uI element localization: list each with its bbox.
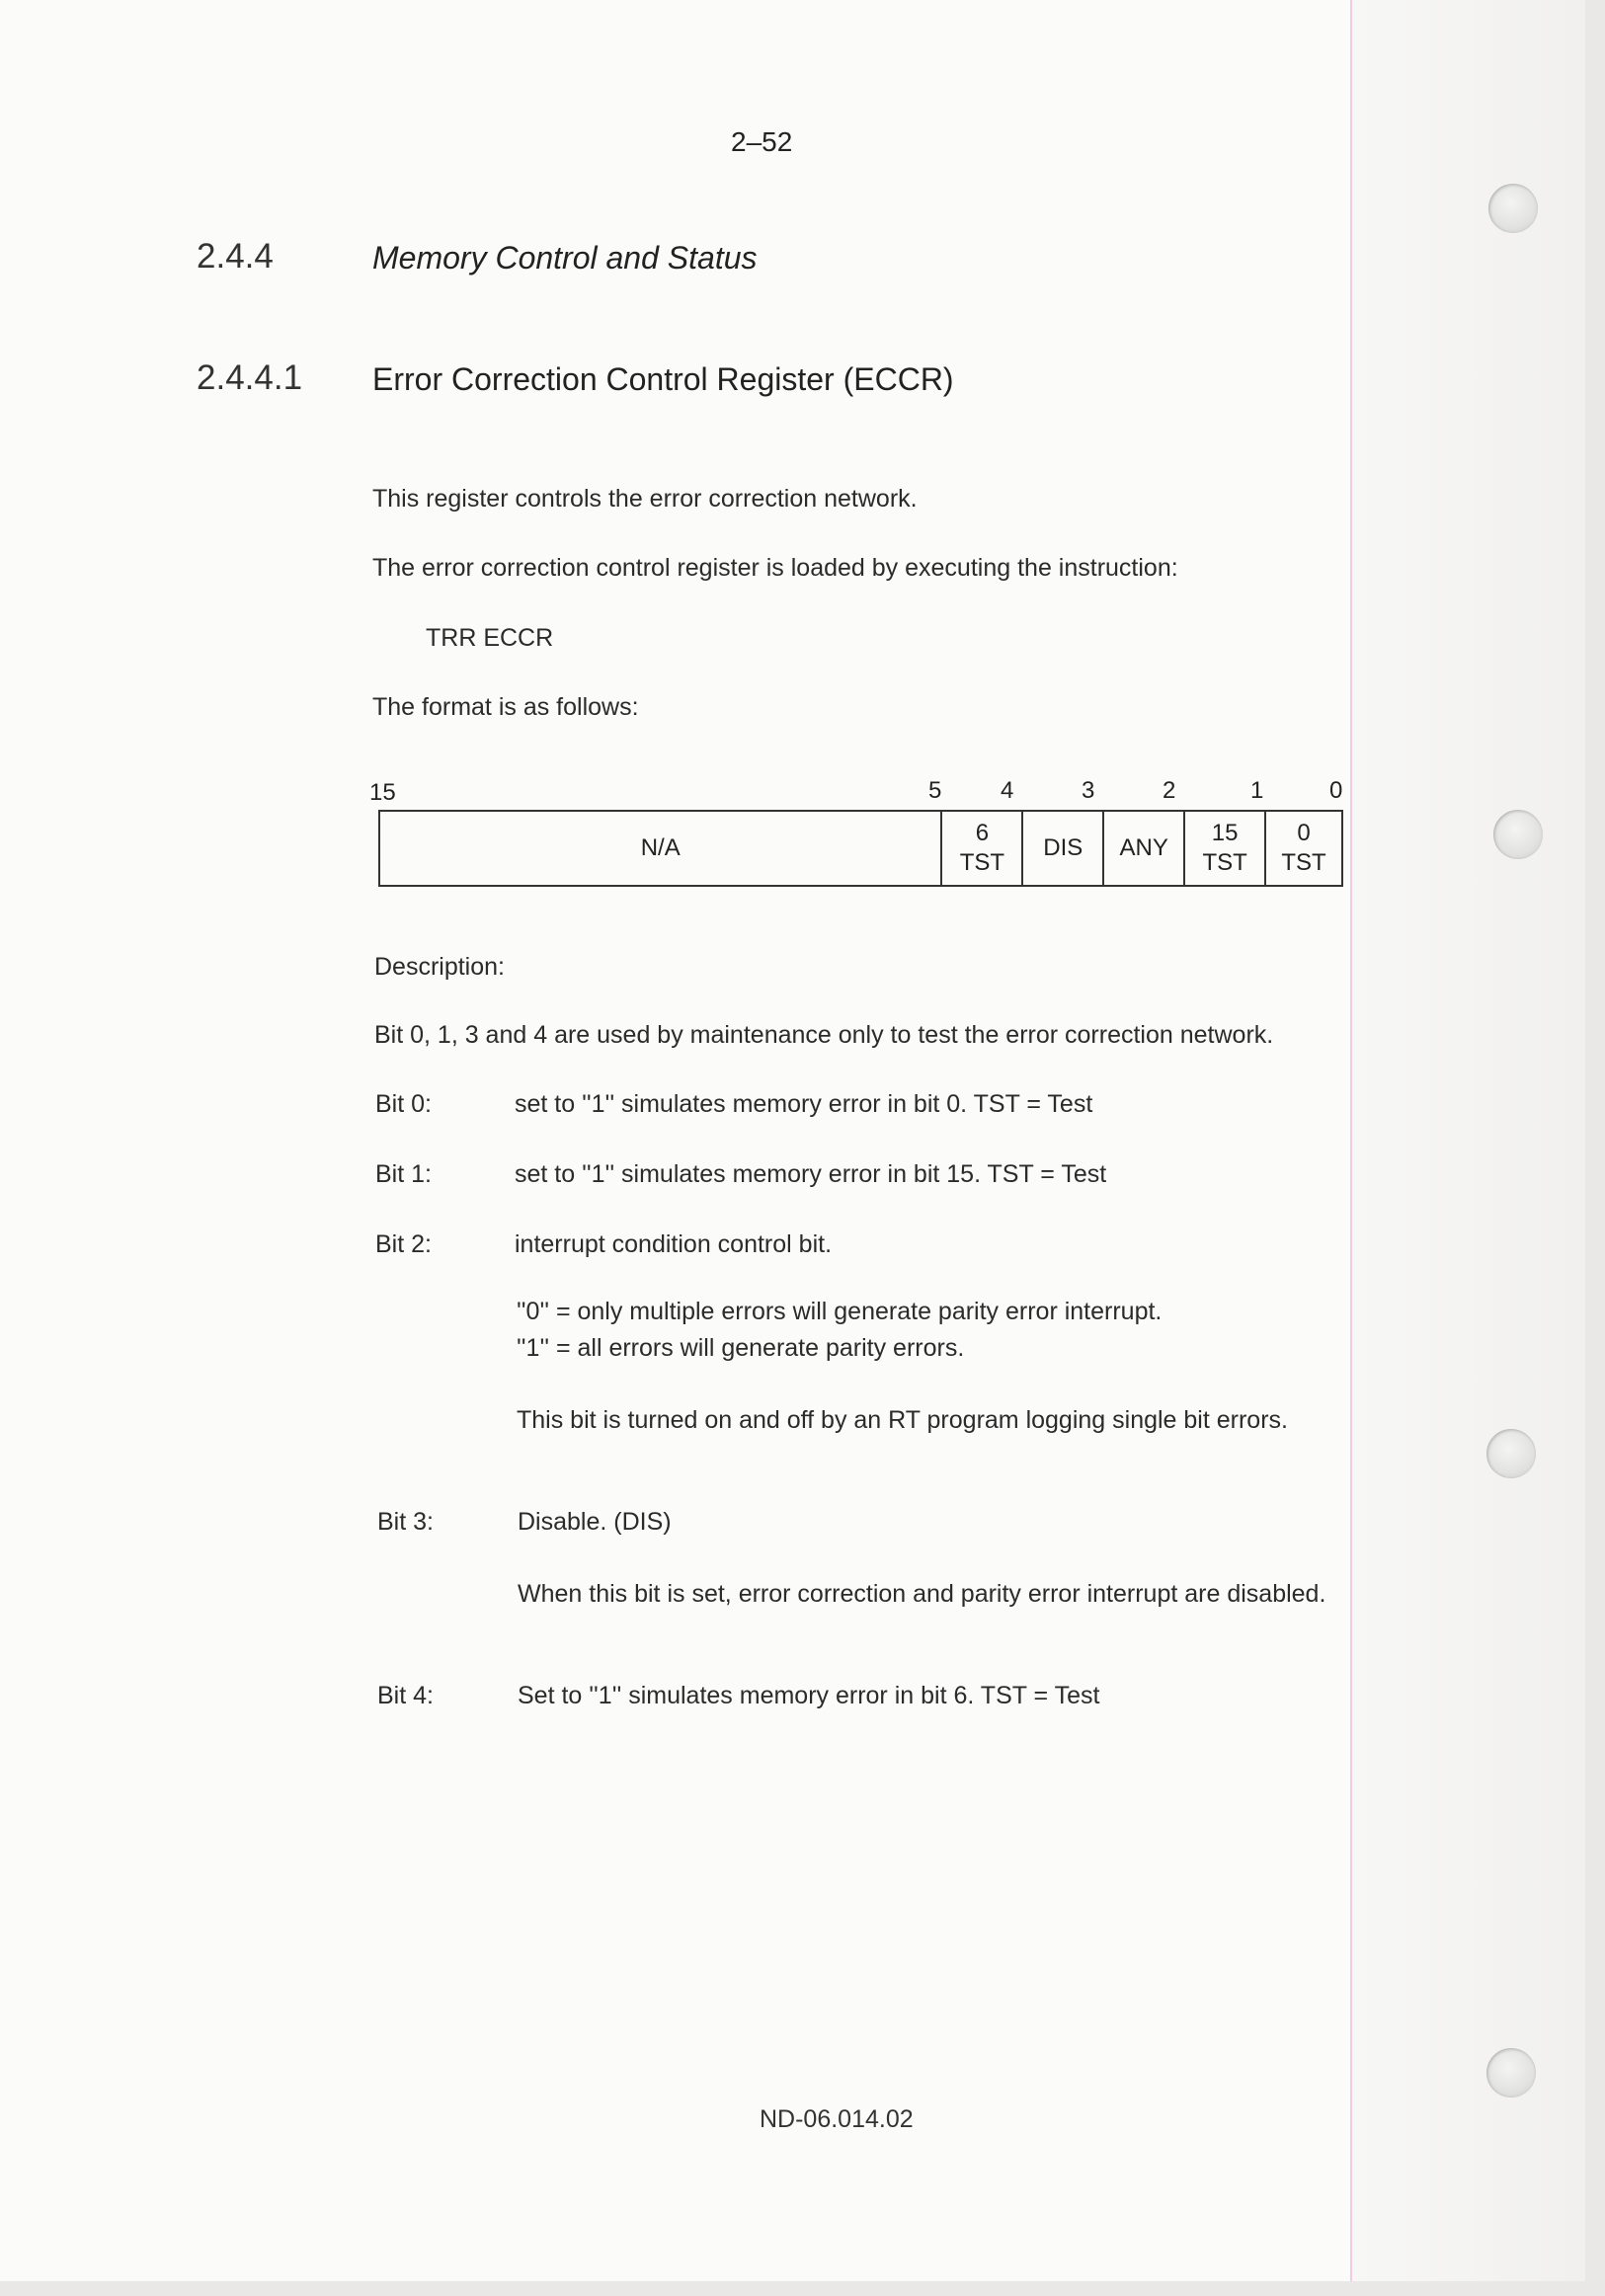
bit-number: 5 xyxy=(928,777,942,804)
bit-number: 0 xyxy=(1329,777,1343,804)
field-label: N/A xyxy=(640,834,681,861)
intro-paragraph-3: The format is as follows: xyxy=(372,693,639,721)
page-margin-strip xyxy=(1352,0,1585,2281)
bit-number: 1 xyxy=(1250,777,1264,804)
bit2-zero-rule: ''0'' = only multiple errors will generate parity error interrupt. xyxy=(517,1298,1163,1325)
intro-paragraph-1: This register controls the error correction network. xyxy=(372,485,918,513)
bit-number: 4 xyxy=(1001,777,1014,804)
bit3-note: When this bit is set, error correction and parity error interrupt are disabled. xyxy=(518,1580,1326,1608)
instruction-code: TRR ECCR xyxy=(426,624,554,652)
field-sublabel: TST xyxy=(1281,849,1326,876)
field-sublabel: TST xyxy=(1202,849,1247,876)
page-number: 2–52 xyxy=(731,126,793,157)
bit-number: 15 xyxy=(369,779,396,806)
field-any xyxy=(1102,812,1183,885)
binder-hole xyxy=(1486,2048,1536,2098)
description-summary: Bit 0, 1, 3 and 4 are used by maintenance only to test the error correction network. xyxy=(374,1021,1274,1049)
intro-paragraph-2: The error correction control register is loaded by executing the instruction: xyxy=(372,554,1178,582)
bit2-one-rule: ''1'' = all errors will generate parity errors. xyxy=(517,1334,965,1362)
bit-label: Bit 1: xyxy=(375,1160,432,1188)
field-15-tst xyxy=(1183,812,1264,885)
description-heading: Description: xyxy=(374,953,505,981)
bit-description: set to ''1'' simulates memory error in bit 0. TST = Test xyxy=(515,1090,1093,1118)
binder-hole xyxy=(1493,810,1543,859)
bit-label: Bit 2: xyxy=(375,1230,432,1258)
subsection-number: 2.4.4.1 xyxy=(197,358,303,397)
field-label: ANY xyxy=(1119,834,1168,861)
bit-description: Set to ''1'' simulates memory error in bit 6. TST = Test xyxy=(518,1682,1100,1709)
bit-description: Disable. (DIS) xyxy=(518,1508,672,1536)
subsection-title: Error Correction Control Register (ECCR) xyxy=(372,361,954,397)
bit-description: set to ''1'' simulates memory error in bit 15. TST = Test xyxy=(515,1160,1107,1188)
register-box xyxy=(378,810,1343,887)
document-id-footer: ND-06.014.02 xyxy=(760,2105,914,2133)
bit-number: 3 xyxy=(1082,777,1095,804)
binder-hole xyxy=(1486,1429,1536,1478)
field-0-tst xyxy=(1264,812,1341,885)
bit-description: interrupt condition control bit. xyxy=(515,1230,833,1258)
field-label: 6 xyxy=(975,820,990,846)
field-label: 0 xyxy=(1297,820,1311,846)
section-number: 2.4.4 xyxy=(197,237,274,276)
field-label: 15 xyxy=(1211,820,1239,846)
field-na xyxy=(380,812,940,885)
section-title: Memory Control and Status xyxy=(372,240,758,276)
field-label: DIS xyxy=(1043,834,1083,861)
bit-number: 2 xyxy=(1163,777,1176,804)
margin-line xyxy=(1350,0,1352,2281)
bit-label: Bit 0: xyxy=(375,1090,432,1118)
binder-hole xyxy=(1488,184,1538,233)
bit2-note: This bit is turned on and off by an RT program logging single bit errors. xyxy=(517,1406,1288,1434)
field-sublabel: TST xyxy=(959,849,1005,876)
bit-label: Bit 3: xyxy=(377,1508,434,1536)
bit-label: Bit 4: xyxy=(377,1682,434,1709)
field-6-tst xyxy=(940,812,1021,885)
field-dis xyxy=(1021,812,1102,885)
